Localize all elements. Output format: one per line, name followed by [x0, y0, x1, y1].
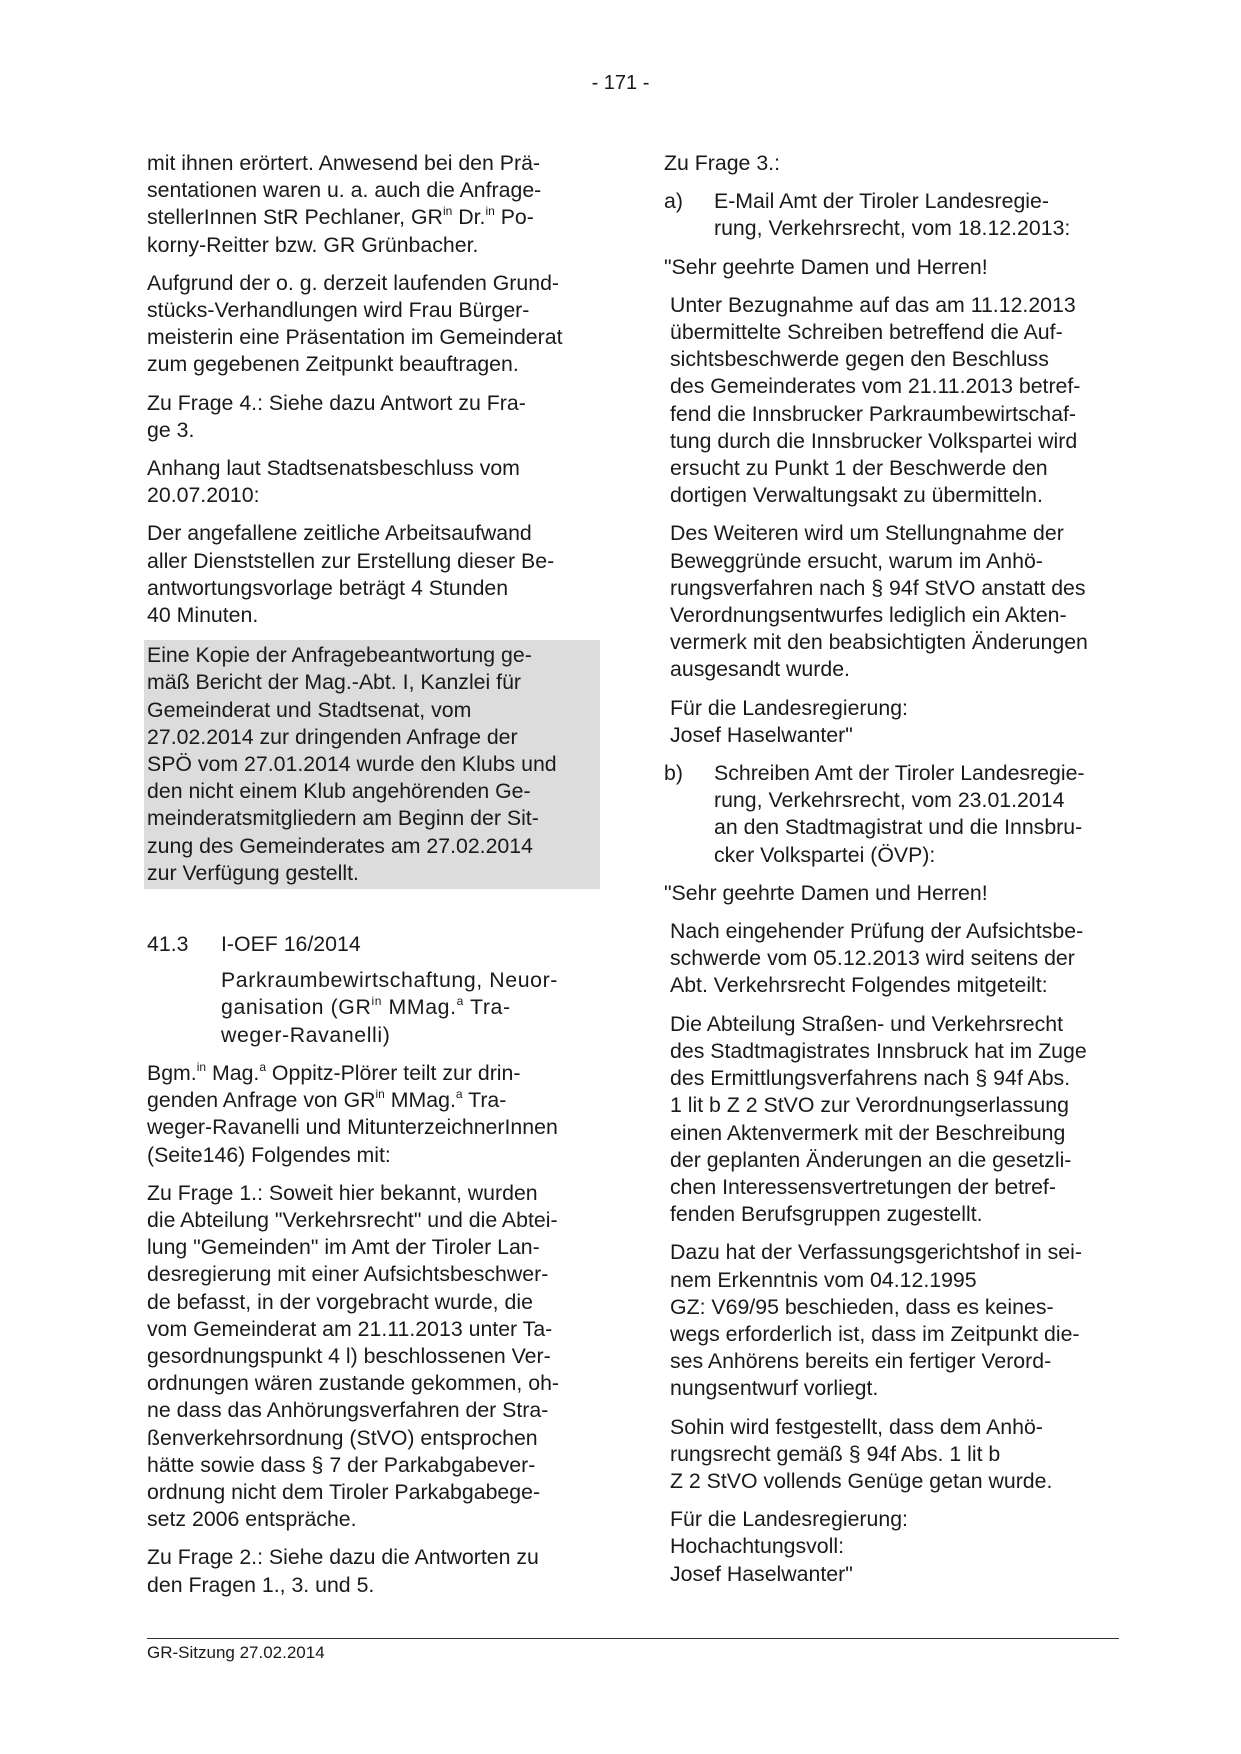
paragraph-mayor-statement: [147, 1060, 602, 1169]
text-line: ge 3.: [147, 417, 195, 442]
text-segment: Po-: [494, 205, 534, 230]
shaded-notice: [144, 640, 600, 889]
section-code: I-OEF 16/2014: [221, 932, 361, 957]
text-segment: genden Anfrage von GR: [147, 1088, 376, 1113]
text-line: Schreiben Amt der Tiroler Landesregie-: [714, 761, 1085, 786]
signature-block: [670, 1506, 1132, 1588]
text-line: ßenverkehrsordnung (StVO) entsprochen: [147, 1425, 538, 1450]
text-line: antwortungsvorlage beträgt 4 Stunden: [147, 575, 509, 600]
text-line: rungsverfahren nach § 94f StVO anstatt des: [670, 575, 1086, 600]
text-line: Aufgrund der o. g. derzeit laufenden Grund-: [147, 270, 560, 295]
text-line: nem Erkenntnis vom 04.12.1995: [670, 1267, 977, 1292]
text-line: Eine Kopie der Anfragebeantwortung ge-: [147, 643, 532, 668]
paragraph-question-4: [147, 390, 602, 444]
enum-text: [714, 760, 1085, 869]
text-line: mit ihnen erörtert. Anwesend bei den Prä-: [147, 151, 541, 175]
section-heading: [147, 931, 602, 958]
superscript: in: [485, 204, 495, 219]
text-line: den Fragen 1., 3. und 5.: [147, 1572, 375, 1597]
text-line: ne dass das Anhörungsverfahren der Stra-: [147, 1398, 549, 1423]
text-line: de befasst, in der vorgebracht wurde, die: [147, 1289, 533, 1314]
text-segment: stellerInnen StR Pechlaner, GR: [147, 205, 443, 230]
quote-paragraph: [670, 292, 1132, 510]
text-line: weger-Ravanelli und MitunterzeichnerInnen: [147, 1115, 558, 1140]
text-line: 1 lit b Z 2 StVO zur Verordnungserlassung: [670, 1093, 1069, 1118]
text-line: nungsentwurf vorliegt.: [670, 1376, 879, 1401]
text-line: vermerk mit den beabsichtigten Änderungen: [670, 630, 1088, 655]
text-line: rungsrecht gemäß § 94f Abs. 1 lit b: [670, 1441, 1001, 1466]
page-number: - 171 -: [591, 72, 650, 94]
text-line: setz 2006 entspräche.: [147, 1507, 357, 1532]
text-line: hätte sowie dass § 7 der Parkabgabever-: [147, 1452, 536, 1477]
text-segment: Bgm.: [147, 1060, 197, 1085]
text-line: 20.07.2010:: [147, 483, 260, 508]
text-line: Z 2 StVO vollends Genüge getan wurde.: [670, 1468, 1053, 1493]
paragraph-workload: [147, 520, 602, 629]
text-line: fend die Innsbrucker Parkraumbewirtschaf-: [670, 401, 1077, 426]
text-line: Sohin wird festgestellt, dass dem Anhö-: [670, 1414, 1043, 1439]
text-line: stücks-Verhandlungen wird Frau Bürger-: [147, 298, 530, 323]
text-line: Dazu hat der Verfassungsgerichtshof in sei-: [670, 1240, 1082, 1265]
quote-paragraph: [670, 520, 1132, 683]
text-segment: ganisation (GR: [221, 995, 372, 1020]
text-line: sichtsbeschwerde gegen den Beschluss: [670, 347, 1049, 372]
text-line: Hochachtungsvoll:: [670, 1534, 845, 1559]
salutation: "Sehr geehrte Damen und Herren!: [664, 880, 988, 905]
text-segment: Dr.: [452, 205, 486, 230]
text-line: übermittelte Schreiben betreffend die Auf-: [670, 320, 1063, 345]
text-line: ordnungen wären zustande gekommen, oh-: [147, 1371, 560, 1396]
text-line: Parkraumbewirtschaftung, Neuor-: [221, 968, 559, 993]
footer-session-date: GR-Sitzung 27.02.2014: [147, 1643, 325, 1662]
text-line: Abt. Verkehrsrecht Folgendes mitgeteilt:: [670, 973, 1048, 998]
footer-divider: [147, 1638, 1119, 1639]
enum-label: a): [664, 189, 683, 214]
text-line: Josef Haselwanter": [670, 722, 853, 747]
text-segment: MMag.: [382, 995, 457, 1020]
text-segment: Tra-: [463, 995, 511, 1020]
text-line: Der angefallene zeitliche Arbeitsaufwand: [147, 521, 532, 546]
paragraph-presentations: [147, 150, 602, 259]
text-line: rung, Verkehrsrecht, vom 23.01.2014: [714, 788, 1065, 813]
section-title: [221, 967, 602, 1049]
text-line: Die Abteilung Straßen- und Verkehrsrecht: [670, 1011, 1064, 1036]
paragraph-question-2: [147, 1544, 602, 1598]
text-line: gesordnungspunkt 4 l) beschlossenen Ver-: [147, 1343, 551, 1368]
text-line: [147, 1087, 602, 1114]
text-line: lung "Gemeinden" im Amt der Tiroler Lan-: [147, 1235, 540, 1260]
text-line: Nach eingehender Prüfung der Aufsichtsbe-: [670, 919, 1084, 944]
text-line: dortigen Verwaltungsakt zu übermitteln.: [670, 483, 1043, 508]
text-line: Des Weiteren wird um Stellungnahme der: [670, 521, 1064, 546]
text-line: Josef Haselwanter": [670, 1561, 853, 1586]
text-line: cker Volkspartei (ÖVP):: [714, 842, 936, 867]
text-line: mäß Bericht der Mag.-Abt. I, Kanzlei für: [147, 670, 522, 695]
text-line: meinderatsmitgliedern am Beginn der Sit-: [147, 806, 539, 831]
text-line: Verordnungsentwurfes lediglich ein Akten-: [670, 603, 1067, 628]
text-line: chen Interessensvertretungen der betref-: [670, 1174, 1056, 1199]
text-line: Zu Frage 2.: Siehe dazu die Antworten zu: [147, 1545, 539, 1570]
text-line: des Ermittlungsverfahrens nach § 94f Abs.: [670, 1066, 1071, 1091]
text-line: ersucht zu Punkt 1 der Beschwerde den: [670, 456, 1048, 481]
text-line: an den Stadtmagistrat und die Innsbru-: [714, 815, 1083, 840]
enum-item-a: [664, 188, 1132, 242]
text-line: [147, 1060, 602, 1087]
text-line: ausgesandt wurde.: [670, 657, 850, 682]
text-line: schwerde vom 05.12.2013 wird seitens der: [670, 946, 1075, 971]
section-number: 41.3: [147, 932, 189, 957]
text-line: korny-Reitter bzw. GR Grünbacher.: [147, 232, 479, 257]
text-line: Für die Landesregierung:: [670, 1507, 908, 1532]
paragraph-appendix: [147, 455, 602, 509]
enum-label: b): [664, 761, 683, 786]
text-line: 40 Minuten.: [147, 603, 259, 628]
text-line: [147, 204, 602, 231]
text-line: [221, 994, 602, 1021]
text-line: GZ: V69/95 beschieden, dass es keines-: [670, 1294, 1054, 1319]
text-line: SPÖ vom 27.01.2014 wurde den Klubs und: [147, 752, 557, 777]
text-line: des Stadtmagistrates Innsbruck hat im Zuge: [670, 1038, 1087, 1063]
heading-question-3: Zu Frage 3.:: [664, 151, 780, 175]
paragraph-question-1: [147, 1180, 602, 1534]
quote-paragraph: [670, 918, 1132, 1000]
text-line: ordnung nicht dem Tiroler Parkabgabege-: [147, 1479, 541, 1504]
text-line: weger-Ravanelli): [221, 1022, 391, 1047]
superscript: in: [371, 994, 382, 1009]
text-line: zur Verfügung gestellt.: [147, 860, 359, 885]
superscript: in: [442, 204, 453, 219]
text-line: Anhang laut Stadtsenatsbeschluss vom: [147, 456, 520, 481]
text-line: Für die Landesregierung:: [670, 695, 908, 720]
text-line: ses Anhörens bereits ein fertiger Verord-: [670, 1349, 1052, 1374]
text-line: 27.02.2014 zur dringenden Anfrage der: [147, 724, 518, 749]
text-segment: MMag.: [384, 1088, 456, 1113]
text-segment: Oppitz-Plörer teilt zur drin-: [266, 1060, 521, 1085]
text-line: Gemeinderat und Stadtsenat, vom: [147, 697, 472, 722]
superscript: a: [456, 994, 464, 1009]
text-line: Zu Frage 4.: Siehe dazu Antwort zu Fra-: [147, 390, 526, 415]
text-line: zung des Gemeinderates am 27.02.2014: [147, 833, 533, 858]
text-line: aller Dienststellen zur Erstellung dieser Be-: [147, 548, 555, 573]
text-line: wegs erforderlich ist, dass im Zeitpunkt die-: [670, 1321, 1080, 1346]
text-segment: Mag.: [206, 1060, 260, 1085]
text-line: der geplanten Änderungen an die gesetzli-: [670, 1147, 1072, 1172]
text-line: rung, Verkehrsrecht, vom 18.12.2013:: [714, 216, 1071, 241]
text-line: (Seite146) Folgendes mit:: [147, 1142, 391, 1167]
superscript: a: [259, 1059, 267, 1074]
superscript: a: [455, 1087, 463, 1102]
text-line: sentationen waren u. a. auch die Anfrage-: [147, 178, 542, 203]
enum-item-b: [664, 760, 1132, 869]
text-line: Unter Bezugnahme auf das am 11.12.2013: [670, 292, 1076, 317]
text-line: zum gegebenen Zeitpunkt beauftragen.: [147, 352, 519, 377]
text-line: E-Mail Amt der Tiroler Landesregie-: [714, 189, 1049, 214]
text-line: des Gemeinderates vom 21.11.2013 betref-: [670, 374, 1081, 399]
text-line: Beweggründe ersucht, warum im Anhö-: [670, 548, 1043, 573]
quote-paragraph: [670, 1011, 1132, 1229]
signature-block: [670, 695, 1132, 749]
quote-paragraph: [670, 1414, 1132, 1496]
paragraph-negotiations: [147, 270, 602, 379]
text-line: den nicht einem Klub angehörenden Ge-: [147, 779, 531, 804]
text-segment: Tra-: [462, 1088, 507, 1113]
superscript: in: [375, 1087, 385, 1102]
text-line: fenden Berufsgruppen zugestellt.: [670, 1202, 983, 1227]
right-column: [664, 150, 1132, 1599]
text-line: die Abteilung "Verkehrsrecht" und die Abtei-: [147, 1207, 558, 1232]
salutation: "Sehr geehrte Damen und Herren!: [664, 254, 988, 279]
text-line: tung durch die Innsbrucker Volkspartei wird: [670, 428, 1078, 453]
text-line: desregierung mit einer Aufsichtsbeschwer-: [147, 1262, 549, 1287]
text-line: Zu Frage 1.: Soweit hier bekannt, wurden: [147, 1180, 538, 1205]
superscript: in: [196, 1059, 207, 1074]
text-line: meisterin eine Präsentation im Gemeinderat: [147, 325, 563, 350]
text-line: einen Aktenvermerk mit der Beschreibung: [670, 1120, 1066, 1145]
text-line: vom Gemeinderat am 21.11.2013 unter Ta-: [147, 1316, 553, 1341]
quote-paragraph: [670, 1239, 1132, 1402]
enum-text: [714, 188, 1070, 242]
left-column: [147, 150, 602, 1610]
